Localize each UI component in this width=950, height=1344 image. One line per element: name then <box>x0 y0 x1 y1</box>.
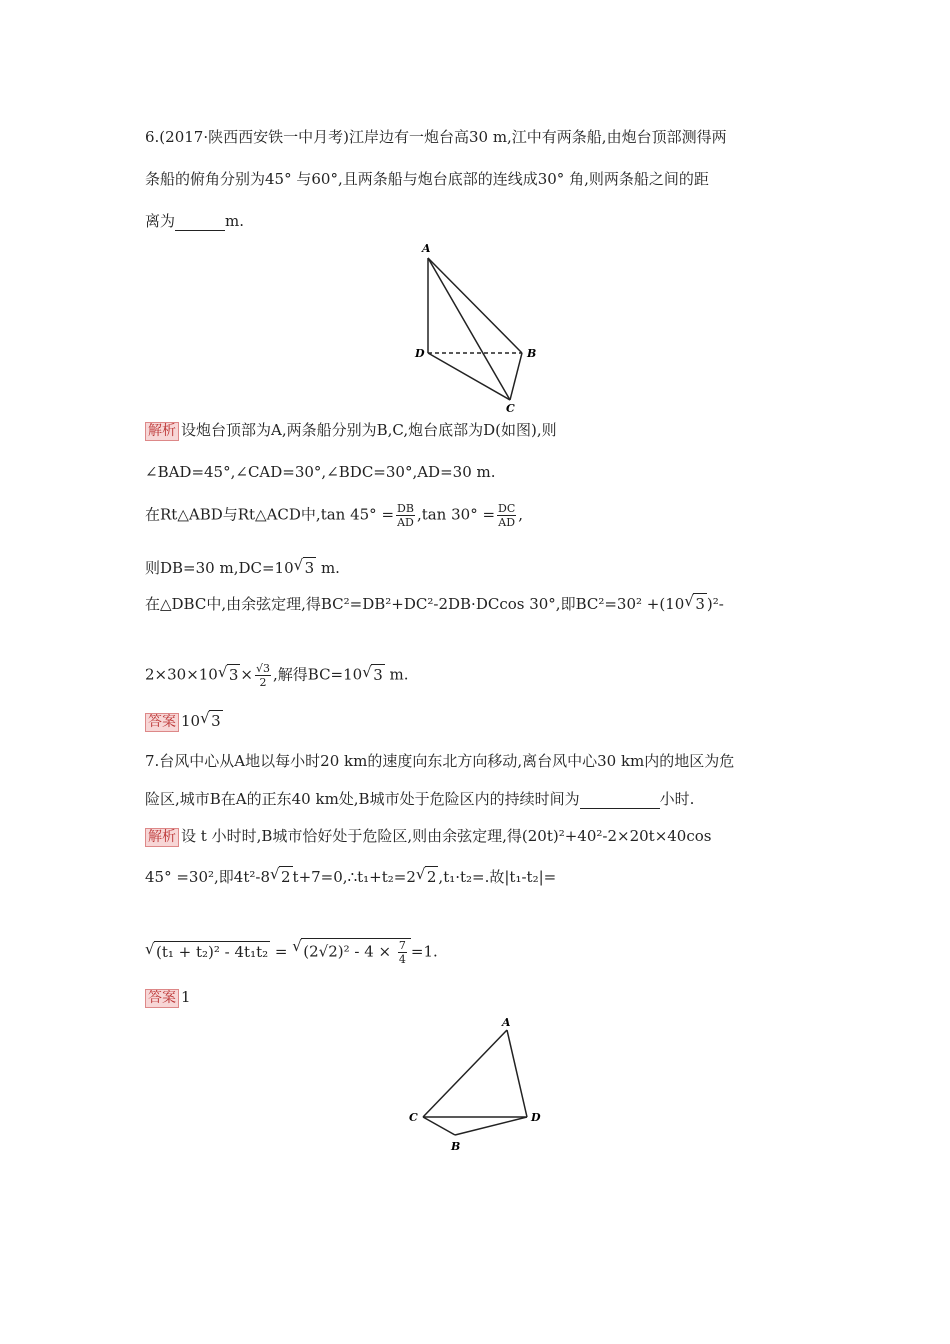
q6-sol3-b: ,tan 30° = <box>416 505 496 524</box>
q6-sol3-a: 在Rt△ABD与Rt△ACD中,tan 45° = <box>145 505 395 524</box>
sqrt-radicand: √ (t₁ + t₂)² - 4t₁t₂ <box>154 941 270 962</box>
q7-sol3-b: (2√2)² - 4 × <box>303 942 396 961</box>
sqrt-radicand: √ 2 <box>279 866 293 887</box>
fig7-label-d: D <box>531 1111 541 1124</box>
q7-sol3-c: =1. <box>410 942 438 961</box>
q6-solution-line4 <box>145 557 340 578</box>
frac-num: 7 <box>398 939 406 952</box>
q6-solution-line6 <box>145 662 409 689</box>
frac-den: 2 <box>259 676 267 689</box>
frac-den: AD <box>397 516 414 529</box>
analysis-tag: 解析 <box>145 828 179 847</box>
frac-num: DC <box>498 502 516 515</box>
q6-line2: 条船的俯角分别为45° 与60°,且两条船与炮台底部的连线成30° 角,则两条船之间的距 <box>145 170 709 188</box>
frac-num: DB <box>397 502 414 515</box>
q7-line1: 7.台风中心从A地以每小时20 km的速度向东北方向移动,离台风中心30 km内的地区为危 <box>145 752 735 770</box>
frac-den: 4 <box>398 953 406 966</box>
q6-line3-text: 离为 <box>145 212 176 230</box>
sqrt-radicand: √ 3 <box>371 664 385 685</box>
fraction-dc-ad <box>497 502 516 529</box>
q7-solution-line3 <box>145 938 438 966</box>
q6-answer-line <box>145 710 223 732</box>
sqrt-radicand: √ 3 <box>227 664 241 685</box>
q6-sol6-d: m. <box>384 665 409 684</box>
fig6-label-d: D <box>415 347 425 360</box>
fig7-label-c: C <box>409 1111 418 1124</box>
q6-solution-line5 <box>145 593 724 614</box>
fig6-label-b: B <box>527 347 537 360</box>
q6-sol4-b: m. <box>316 559 340 577</box>
q7-sol2-a: 45° =30²,即4t²-8 <box>145 868 270 886</box>
q7-line2-unit: 小时. <box>659 790 695 808</box>
q7-sol2-c: ,t₁·t₂=.故|t₁-t₂|= <box>438 868 557 886</box>
answer-blank <box>580 794 660 809</box>
sqrt-radicand: √ 3 <box>303 557 317 578</box>
q7-solution-line2 <box>145 866 556 887</box>
fig7-label-b: B <box>451 1140 461 1153</box>
q6-solution-line1 <box>145 420 557 441</box>
q6-answer-value: 10 <box>181 712 201 730</box>
frac-num: √3 <box>255 662 270 675</box>
q7-solution-line1 <box>145 826 711 847</box>
fig6-label-c: C <box>506 402 515 415</box>
frac-den: AD <box>498 516 516 529</box>
q7-sol1-text: 设 t 小时时,B城市恰好处于危险区,则由余弦定理,得(20t)²+40²-2×20t×40cos <box>181 827 712 845</box>
q6-sol4-a: 则DB=30 m,DC=10 <box>145 559 294 577</box>
fraction-7-4 <box>398 939 407 966</box>
answer-blank <box>175 216 225 231</box>
answer-tag: 答案 <box>145 989 179 1008</box>
sqrt-radicand: √ 2 <box>425 866 439 887</box>
fig6-label-a: A <box>422 242 431 255</box>
q6-sol1-text: 设炮台顶部为A,两条船分别为B,C,炮台底部为D(如图),则 <box>181 421 557 439</box>
analysis-tag: 解析 <box>145 422 179 441</box>
q6-sol6-b: × <box>240 665 253 684</box>
answer-tag: 答案 <box>145 713 179 732</box>
q6-sol3-c: , <box>518 505 524 524</box>
q6-line3 <box>145 211 244 231</box>
sqrt-expression <box>301 938 411 966</box>
q7-line2-text: 险区,城市B在A的正东40 km处,B城市处于危险区内的持续时间为 <box>145 790 580 808</box>
fraction-db-ad <box>396 502 415 529</box>
q6-line3-unit: m. <box>225 212 245 230</box>
q7-answer-line <box>145 987 191 1008</box>
q6-solution-line3 <box>145 502 523 529</box>
q7-figure <box>400 1010 560 1160</box>
q6-sol5-b: )²- <box>706 595 724 613</box>
sqrt-radicand: √ 3 <box>209 710 223 731</box>
q6-solution-line2: ∠BAD=45°,∠CAD=30°,∠BDC=30°,AD=30 m. <box>145 463 496 481</box>
q6-sol6-a: 2×30×10 <box>145 665 218 684</box>
q7-sol2-b: t+7=0,∴t₁+t₂=2 <box>292 868 416 886</box>
q6-sol5-a: 在△DBC中,由余弦定理,得BC²=DB²+DC²-2DB·DCcos 30°,即BC²=30² +(10 <box>145 595 685 613</box>
equals-sign: = <box>270 942 293 961</box>
q6-figure <box>400 238 550 418</box>
q7-answer-value: 1 <box>181 988 191 1006</box>
fraction-sqrt3-2 <box>255 662 271 689</box>
q6-sol6-c: ,解得BC=10 <box>273 665 363 684</box>
sqrt-radicand: √ 3 <box>693 593 707 614</box>
fig7-label-a: A <box>502 1016 511 1029</box>
q7-line2 <box>145 789 694 809</box>
q6-line1: 6.(2017·陕西西安铁一中月考)江岸边有一炮台高30 m,江中有两条船,由炮台顶部测得两 <box>145 128 727 146</box>
